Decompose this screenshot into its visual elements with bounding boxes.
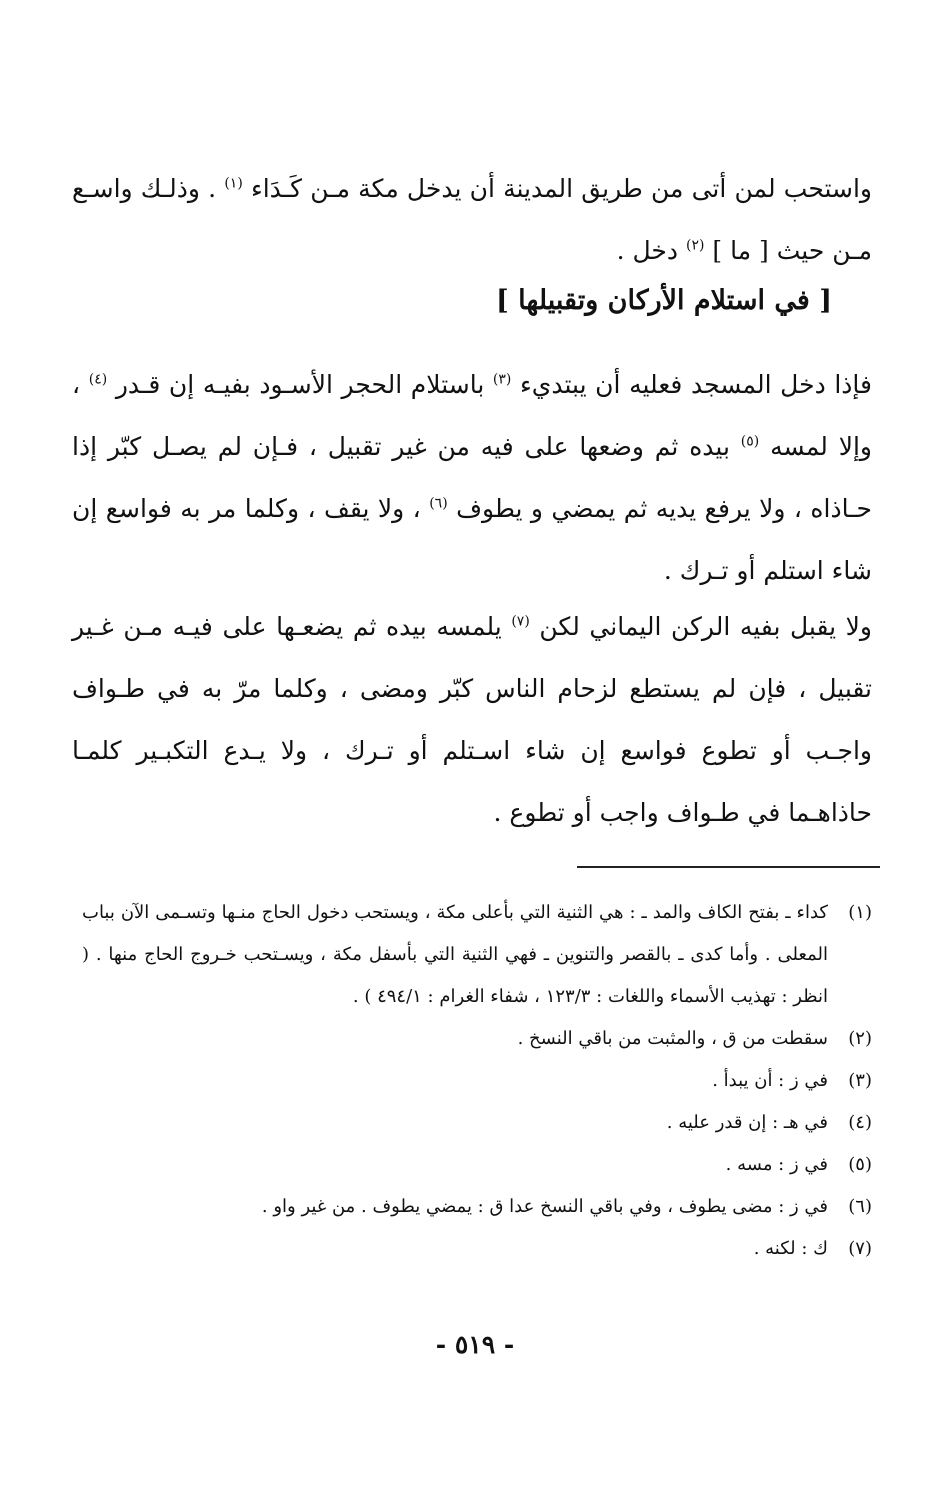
footnote-item bbox=[82, 1060, 872, 1102]
footnote-number: (٧) bbox=[848, 1238, 872, 1259]
paragraph-text: ولا يقبل بفيه الركن اليماني لكن bbox=[539, 612, 872, 641]
footnote-item bbox=[82, 1018, 872, 1060]
footnote-text: في هـ : إن قدر عليه . bbox=[666, 1112, 828, 1133]
paragraph-text: واستحب لمن أتى من طريق المدينة أن يدخل مكة مـن كَـدَاء bbox=[250, 174, 873, 203]
footnote-item bbox=[82, 1144, 872, 1186]
paragraph-yemeni-corner bbox=[72, 596, 872, 844]
footnote-number: (٦) bbox=[848, 1196, 872, 1217]
paragraph-text: ، ولا يقف ، وكلما مر به فواسع إن شاء استلم أو تـرك . bbox=[72, 494, 872, 585]
footnote-ref-6[interactable]: (٦) bbox=[429, 495, 448, 512]
footnote-ref-2[interactable]: (٢) bbox=[685, 237, 705, 254]
footnote-text: في ز : مضى يطوف ، وفي باقي النسخ عدا ق : يمضي يطوف . من غير واو . bbox=[261, 1196, 828, 1217]
paragraph-entering-makkah bbox=[72, 158, 872, 282]
paragraph-text: دخل . bbox=[616, 236, 679, 265]
footnote-item bbox=[82, 1102, 872, 1144]
paragraph-text: فإذا دخل المسجد فعليه أن يبتديء bbox=[520, 370, 872, 399]
footnote-ref-4[interactable]: (٤) bbox=[88, 371, 108, 388]
footnote-divider bbox=[577, 866, 880, 868]
footnotes-list bbox=[82, 892, 872, 1270]
paragraph-text: ، وإلا لمسه bbox=[72, 370, 873, 461]
paragraph-text: بيده ثم وضعها على فيه من غير تقبيل ، فـإن لم يصـل كبّر إذا حـاذاه ، ولا يرفع يديه ثم يمضي و يطوف bbox=[72, 432, 873, 523]
footnote-number: (٣) bbox=[848, 1070, 872, 1091]
footnote-text: في ز : أن يبدأ . bbox=[712, 1070, 828, 1091]
footnote-ref-7[interactable]: (٧) bbox=[511, 613, 530, 630]
page-number: - ٥١٩ - bbox=[435, 1330, 515, 1359]
footnote-number: (٤) bbox=[848, 1112, 872, 1133]
footnote-ref-5[interactable]: (٥) bbox=[740, 433, 760, 450]
footnote-ref-1[interactable]: (١) bbox=[224, 175, 243, 192]
footnote-text: ك : لكنه . bbox=[753, 1238, 828, 1259]
paragraph-text: حيث [ ما ] bbox=[712, 236, 825, 265]
footnote-ref-3[interactable]: (٣) bbox=[492, 371, 512, 388]
footnote-text: كداء ـ بفتح الكاف والمد ـ : هي الثنية التي بأعلى مكة ، ويستحب دخول الحاج منـها وتسـمى الآن بباب المعلى . وأما كدى ـ بالقصر والتنوين ـ فهي الثنية التي بأسفل مكة ، ويسـتحب خـروج الحاج منها . ( انظر : تهذيب الأسماء واللغات : ١٢٣/٣ ، شفاء الغرام : ٤٩٤/١ ) . bbox=[82, 902, 828, 1007]
footnote-text: في ز : مسه . bbox=[725, 1154, 828, 1175]
footnote-number: (١) bbox=[848, 902, 872, 923]
footnote-item bbox=[82, 892, 872, 1018]
footnote-text: سقطت من ق ، والمثبت من باقي النسخ . bbox=[517, 1028, 828, 1049]
footnote-number: (٢) bbox=[848, 1028, 872, 1049]
paragraph-text: . وذلـك واسـع مـن bbox=[72, 174, 872, 265]
footnote-number: (٥) bbox=[848, 1154, 872, 1175]
paragraph-black-stone bbox=[72, 354, 872, 602]
section-heading: [ في استلام الأركان وتقبيلها ] bbox=[495, 285, 832, 316]
footnote-item bbox=[82, 1228, 872, 1270]
footnote-item bbox=[82, 1186, 872, 1228]
paragraph-text: يلمسه بيده ثم يضعـها على فيـه مـن غـير تقبيل ، فإن لم يستطع لزحام الناس كبّر ومضى ، وكلما مرّ به في طـواف واجـب أو تطوع فواسع إن شاء اسـتلم أو تـرك ، ولا يـدع التكبـير كلمـا حاذاهـما في طـواف واجب أو تطوع . bbox=[72, 612, 872, 827]
paragraph-text: باستلام الحجر الأسـود بفيـه إن قـدر bbox=[115, 370, 485, 399]
